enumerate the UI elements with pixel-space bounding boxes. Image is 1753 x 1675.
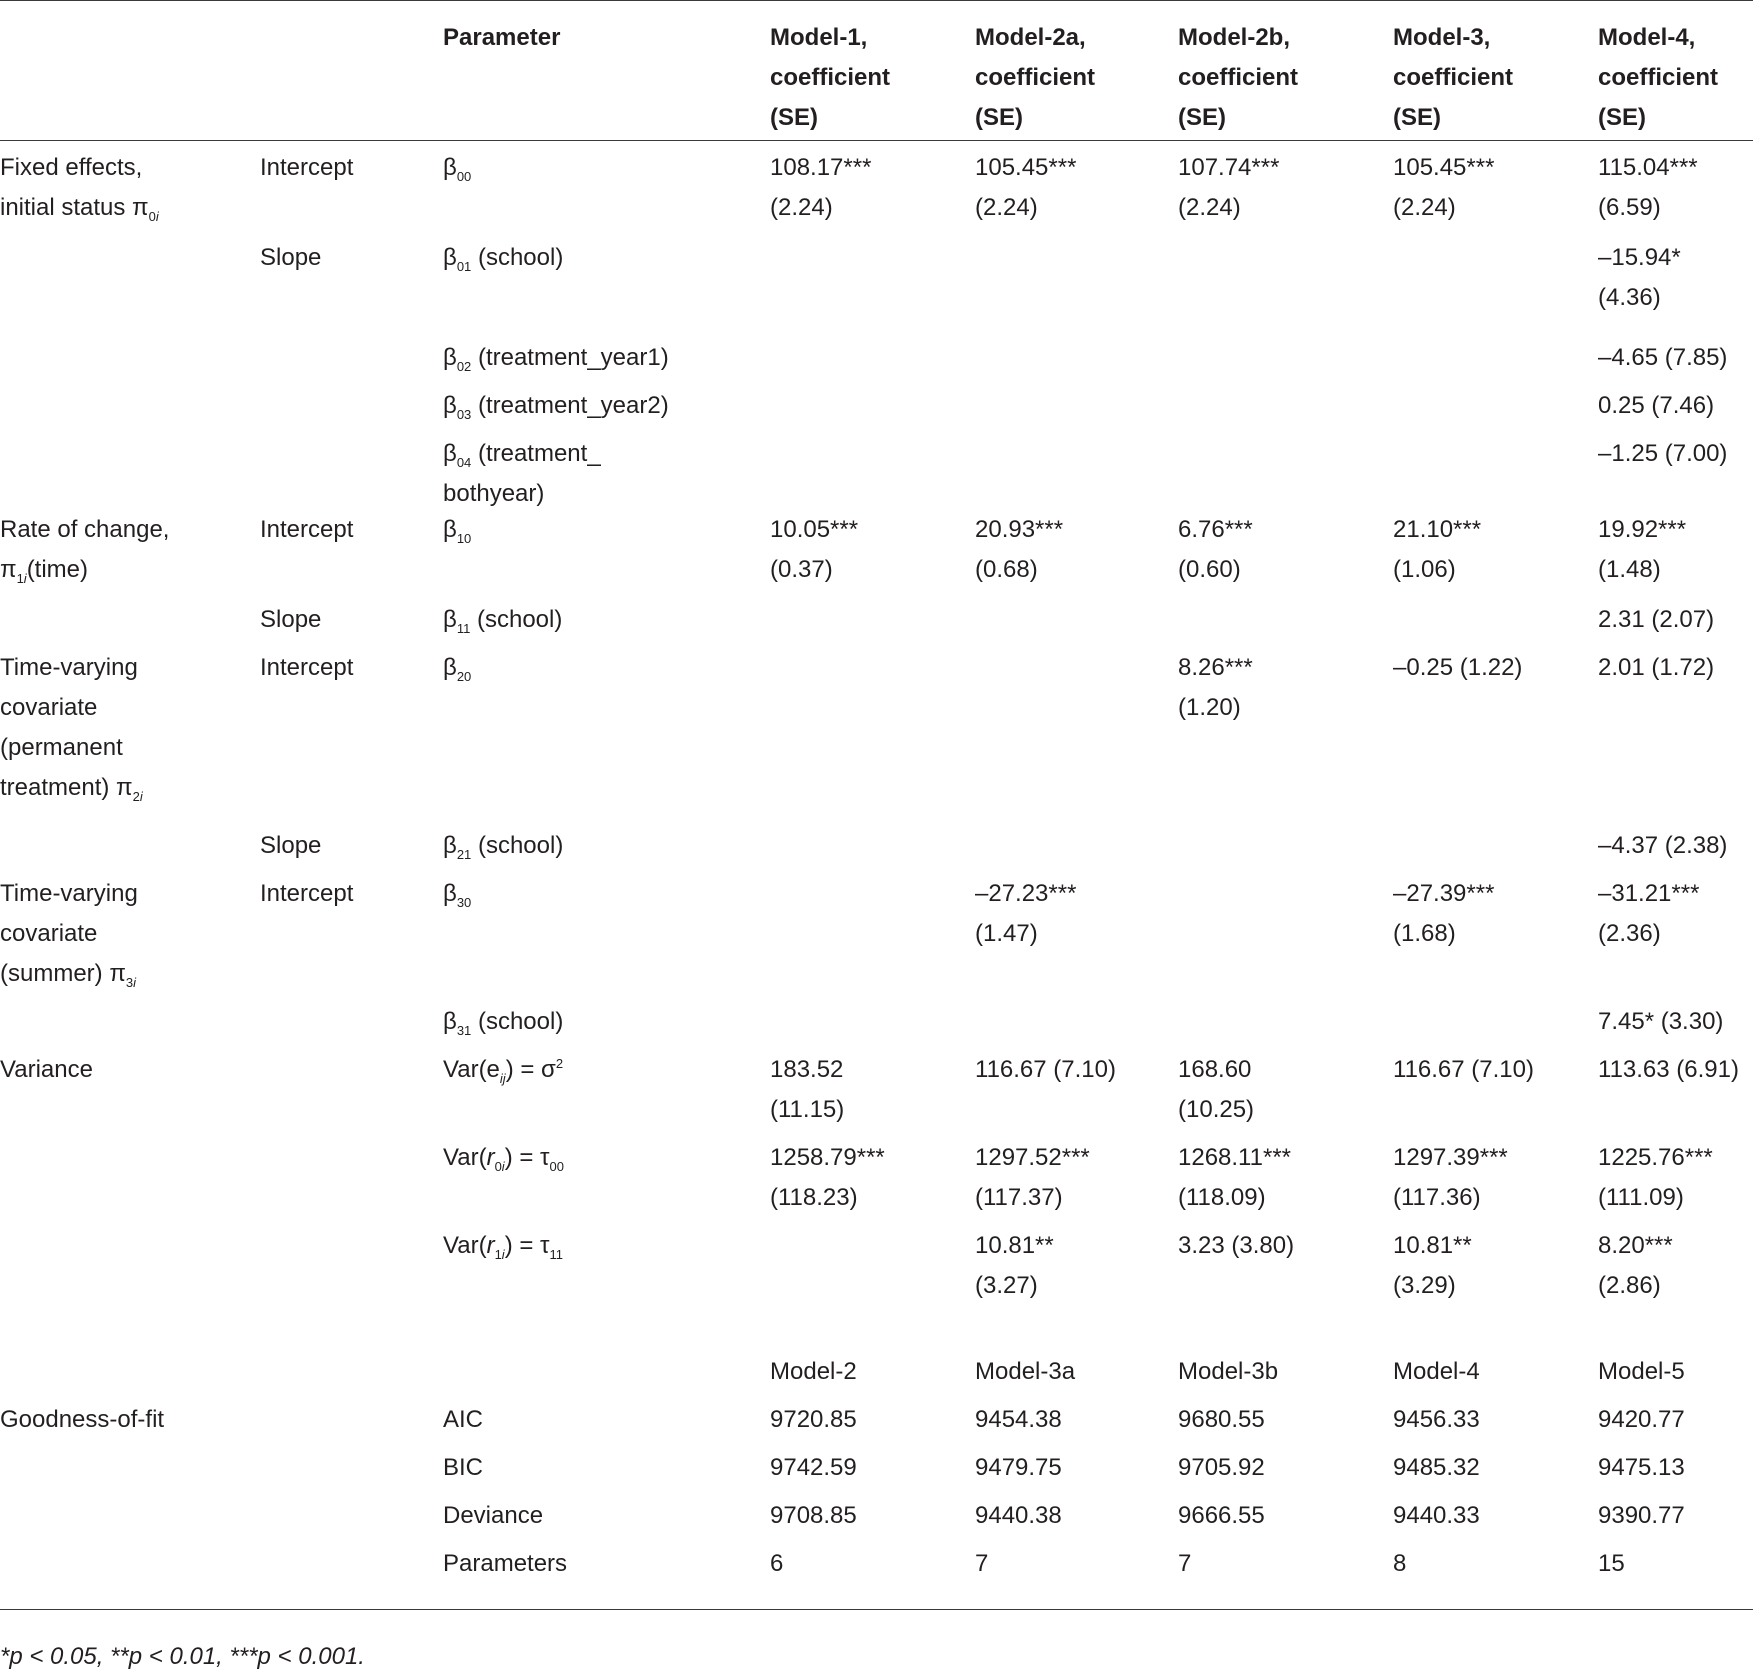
variance-subscript: 11 [549, 1247, 564, 1262]
coefficient-value: 0.25 (7.46) [1598, 392, 1715, 419]
variance-text: ) = τ [504, 1144, 550, 1171]
effect-type-label: Intercept [260, 154, 354, 181]
fit-statistic-value: 9454.38 [975, 1406, 1062, 1433]
coefficient-value: 21.10*** [1393, 516, 1482, 543]
variance-value: (2.86) [1598, 1272, 1661, 1299]
variance-parameter [443, 1138, 564, 1178]
fit-statistic-value: 9680.55 [1178, 1406, 1265, 1433]
group-label-subscript: 2i [132, 789, 143, 804]
coefficient-value: –31.21*** [1598, 880, 1700, 907]
header-model-5-line-1: Model-4, [1598, 24, 1696, 51]
beta-subscript: 11 [456, 621, 471, 636]
variance-value: (117.37) [975, 1184, 1063, 1211]
coefficient-value: (6.59) [1598, 194, 1661, 221]
header-model-1-line-1: Model-1, [770, 24, 868, 51]
group-label [0, 874, 138, 914]
coefficient-value: –0.25 (1.22) [1393, 654, 1523, 681]
coefficient-value: –1.25 (7.00) [1598, 440, 1728, 467]
group-label-text: (summer) π [0, 960, 126, 987]
group-label [0, 148, 142, 188]
variance-label: Variance [0, 1056, 93, 1083]
fit-statistic-name: Parameters [443, 1550, 568, 1577]
bottom-rule [0, 1609, 1753, 1610]
coefficient-value: 2.31 (2.07) [1598, 606, 1715, 633]
variance-value: 116.67 (7.10) [1393, 1056, 1534, 1083]
coefficient-value: 8.26*** [1178, 654, 1253, 681]
coefficient-value: (4.36) [1598, 284, 1661, 311]
beta-subscript: 30 [456, 895, 472, 910]
header-model-5-line-2: coefficient [1598, 64, 1719, 91]
parameter-label-text: (treatment_ [471, 440, 601, 467]
coefficient-value: (2.24) [1178, 194, 1241, 221]
group-label [0, 188, 159, 228]
parameter-label [443, 148, 471, 188]
variance-value: 113.63 (6.91) [1598, 1056, 1739, 1083]
beta-symbol: β [443, 344, 457, 371]
variance-parameter [443, 1050, 563, 1090]
beta-subscript: 31 [456, 1023, 472, 1038]
header-model-1-line-2: coefficient [770, 64, 891, 91]
header-parameter: Parameter [443, 24, 561, 51]
beta-subscript: 21 [456, 847, 472, 862]
variance-value: 168.60 [1178, 1056, 1252, 1083]
fit-model-name: Model-3a [975, 1358, 1076, 1385]
parameter-label [443, 600, 562, 640]
beta-symbol: β [443, 606, 457, 633]
fit-statistic-value: 8 [1393, 1550, 1407, 1577]
variance-value: (3.27) [975, 1272, 1038, 1299]
fit-statistic-value: 9479.75 [975, 1454, 1062, 1481]
variance-value: 8.20*** [1598, 1232, 1673, 1259]
group-label-text: treatment) π [0, 774, 133, 801]
variance-text: ) = τ [504, 1232, 550, 1259]
beta-subscript: 01 [456, 259, 472, 274]
coefficient-value: 105.45*** [1393, 154, 1495, 181]
coefficient-value: 107.74*** [1178, 154, 1280, 181]
header-model-1-line-3: (SE) [770, 104, 818, 131]
effect-type-label: Slope [260, 606, 322, 633]
header-model-2-line-1: Model-2a, [975, 24, 1086, 51]
coefficient-value: –4.37 (2.38) [1598, 832, 1728, 859]
effect-type-label: Intercept [260, 880, 354, 907]
beta-symbol: β [443, 832, 457, 859]
footnote: *p < 0.05, **p < 0.01, ***p < 0.001. [0, 1643, 365, 1670]
variance-value: (10.25) [1178, 1096, 1255, 1123]
effect-type-label: Intercept [260, 654, 354, 681]
group-label-subscript: 0i [148, 209, 159, 224]
variance-value: 1297.39*** [1393, 1144, 1508, 1171]
group-label-text: covariate [0, 694, 98, 721]
beta-symbol: β [443, 440, 457, 467]
group-label-text: (permanent [0, 734, 123, 761]
beta-subscript: 04 [456, 455, 472, 470]
coefficient-value: (1.20) [1178, 694, 1241, 721]
coefficient-value: 19.92*** [1598, 516, 1687, 543]
variance-value: (118.23) [770, 1184, 858, 1211]
parameter-label-text: (school) [471, 832, 564, 859]
fit-statistic-value: 9420.77 [1598, 1406, 1685, 1433]
variance-text: Var(e [443, 1056, 500, 1083]
variance-parameter [443, 1226, 563, 1266]
group-label-subscript: 1i [16, 571, 27, 586]
coefficient-value: –15.94* [1598, 244, 1681, 271]
parameter-label-continued: bothyear) [443, 480, 545, 507]
variance-value: (117.36) [1393, 1184, 1481, 1211]
variance-value: 183.52 [770, 1056, 844, 1083]
goodness-of-fit-label: Goodness-of-fit [0, 1406, 165, 1433]
coefficient-value: (1.06) [1393, 556, 1456, 583]
group-label-text: initial status π [0, 194, 149, 221]
group-label-text: covariate [0, 920, 98, 947]
parameter-label-text: (treatment_year2) [471, 392, 669, 419]
coefficient-value: (0.37) [770, 556, 833, 583]
effect-type-label: Intercept [260, 516, 354, 543]
variance-value: 10.81** [1393, 1232, 1472, 1259]
fit-statistic-value: 9708.85 [770, 1502, 857, 1529]
variance-value: 1225.76*** [1598, 1144, 1713, 1171]
beta-symbol: β [443, 392, 457, 419]
group-label [0, 914, 97, 954]
variance-value: 10.81** [975, 1232, 1054, 1259]
variance-value: (11.15) [770, 1096, 845, 1123]
variance-italic: r [486, 1232, 495, 1259]
parameter-label [443, 338, 669, 378]
fit-statistic-value: 9485.32 [1393, 1454, 1480, 1481]
group-label-text: Fixed effects, [0, 154, 143, 181]
variance-superscript: 2 [555, 1056, 564, 1071]
fit-statistic-value: 9456.33 [1393, 1406, 1480, 1433]
group-label-subscript: 3i [125, 975, 137, 990]
group-label [0, 648, 138, 688]
header-model-5-line-3: (SE) [1598, 104, 1646, 131]
beta-subscript: 03 [456, 407, 472, 422]
fit-statistic-value: 9666.55 [1178, 1502, 1265, 1529]
coefficient-value: (0.60) [1178, 556, 1241, 583]
parameter-label [443, 434, 601, 474]
fit-statistic-value: 7 [975, 1550, 989, 1577]
variance-value: 1258.79*** [770, 1144, 885, 1171]
group-label [0, 954, 136, 994]
effect-type-label: Slope [260, 244, 322, 271]
coefficient-value: (1.48) [1598, 556, 1661, 583]
group-label [0, 728, 123, 768]
variance-value: 3.23 (3.80) [1178, 1232, 1295, 1259]
coefficient-value: 2.01 (1.72) [1598, 654, 1715, 681]
fit-statistic-value: 9440.33 [1393, 1502, 1480, 1529]
variance-subscript: 00 [549, 1159, 564, 1174]
variance-subscript: ij [499, 1071, 506, 1086]
coefficient-value: (1.47) [975, 920, 1038, 947]
coefficient-value: 108.17*** [770, 154, 872, 181]
variance-subscript: 0i [494, 1159, 505, 1174]
group-label-text: Rate of change, [0, 516, 170, 543]
group-label-suffix: (time) [26, 556, 89, 583]
fit-statistic-name: AIC [443, 1406, 484, 1433]
beta-symbol: β [443, 516, 457, 543]
group-label [0, 688, 97, 728]
header-model-4-line-3: (SE) [1393, 104, 1441, 131]
header-model-3-line-3: (SE) [1178, 104, 1226, 131]
variance-text: Var( [443, 1144, 487, 1171]
coefficient-value: (2.24) [770, 194, 833, 221]
group-label [0, 768, 143, 808]
header-model-3-line-1: Model-2b, [1178, 24, 1290, 51]
coefficient-value: (2.24) [1393, 194, 1456, 221]
parameter-label-text: (school) [470, 606, 563, 633]
coefficient-value: (2.24) [975, 194, 1038, 221]
fit-statistic-name: Deviance [443, 1502, 544, 1529]
fit-statistic-value: 9475.13 [1598, 1454, 1685, 1481]
coefficient-value: (1.68) [1393, 920, 1456, 947]
beta-symbol: β [443, 1008, 457, 1035]
coefficient-value: 7.45* (3.30) [1598, 1008, 1724, 1035]
parameter-label [443, 1002, 563, 1042]
fit-statistic-value: 9440.38 [975, 1502, 1062, 1529]
fit-statistic-value: 9720.85 [770, 1406, 857, 1433]
variance-value: 1268.11*** [1178, 1144, 1291, 1171]
group-label-text: π [0, 556, 17, 583]
coefficient-value: 105.45*** [975, 154, 1077, 181]
coefficient-value: 10.05*** [770, 516, 859, 543]
fit-model-name: Model-3b [1178, 1358, 1279, 1385]
top-rule [0, 0, 1753, 1]
fit-statistic-value: 9705.92 [1178, 1454, 1265, 1481]
beta-symbol: β [443, 154, 457, 181]
fit-statistic-value: 7 [1178, 1550, 1192, 1577]
coefficient-value: 115.04*** [1598, 154, 1698, 181]
header-model-2-line-2: coefficient [975, 64, 1096, 91]
group-label-text: Time-varying [0, 880, 138, 907]
parameter-label [443, 874, 471, 914]
parameter-label [443, 826, 563, 866]
group-label-text: Time-varying [0, 654, 138, 681]
fit-statistic-value: 15 [1598, 1550, 1625, 1577]
variance-value: 116.67 (7.10) [975, 1056, 1116, 1083]
variance-value: (3.29) [1393, 1272, 1456, 1299]
header-model-2-line-3: (SE) [975, 104, 1023, 131]
beta-subscript: 10 [456, 531, 472, 546]
header-rule [0, 140, 1753, 141]
beta-symbol: β [443, 654, 457, 681]
beta-symbol: β [443, 244, 457, 271]
group-label [0, 510, 169, 550]
header-model-3-line-2: coefficient [1178, 64, 1299, 91]
coefficient-value: 20.93*** [975, 516, 1064, 543]
fit-statistic-value: 6 [770, 1550, 784, 1577]
variance-text: Var( [443, 1232, 487, 1259]
fit-statistic-value: 9390.77 [1598, 1502, 1685, 1529]
variance-italic: r [486, 1144, 495, 1171]
variance-value: (118.09) [1178, 1184, 1266, 1211]
variance-subscript: 1i [494, 1247, 505, 1262]
parameter-label [443, 648, 471, 688]
fit-model-name: Model-4 [1393, 1358, 1480, 1385]
fit-model-name: Model-2 [770, 1358, 857, 1385]
coefficient-value: –27.23*** [975, 880, 1077, 907]
variance-text: ) = σ [505, 1056, 556, 1083]
variance-value: (111.09) [1598, 1184, 1684, 1211]
fit-statistic-name: BIC [443, 1454, 484, 1481]
fit-statistic-value: 9742.59 [770, 1454, 857, 1481]
coefficient-value: 6.76*** [1178, 516, 1253, 543]
coefficient-value: –4.65 (7.85) [1598, 344, 1728, 371]
parameter-label-text: (school) [471, 1008, 564, 1035]
parameter-label-text: (school) [471, 244, 564, 271]
variance-value: 1297.52*** [975, 1144, 1090, 1171]
fit-model-name: Model-5 [1598, 1358, 1685, 1385]
parameter-label [443, 386, 669, 426]
coefficient-value: –27.39*** [1393, 880, 1495, 907]
header-model-4-line-1: Model-3, [1393, 24, 1491, 51]
header-model-4-line-2: coefficient [1393, 64, 1514, 91]
parameter-label [443, 510, 471, 550]
beta-subscript: 00 [456, 169, 472, 184]
beta-subscript: 02 [456, 359, 472, 374]
parameter-label-text: (treatment_year1) [471, 344, 669, 371]
coefficient-value: (0.68) [975, 556, 1038, 583]
beta-symbol: β [443, 880, 457, 907]
group-label [0, 550, 88, 590]
parameter-label [443, 238, 563, 278]
coefficient-value: (2.36) [1598, 920, 1661, 947]
effect-type-label: Slope [260, 832, 322, 859]
beta-subscript: 20 [456, 669, 472, 684]
